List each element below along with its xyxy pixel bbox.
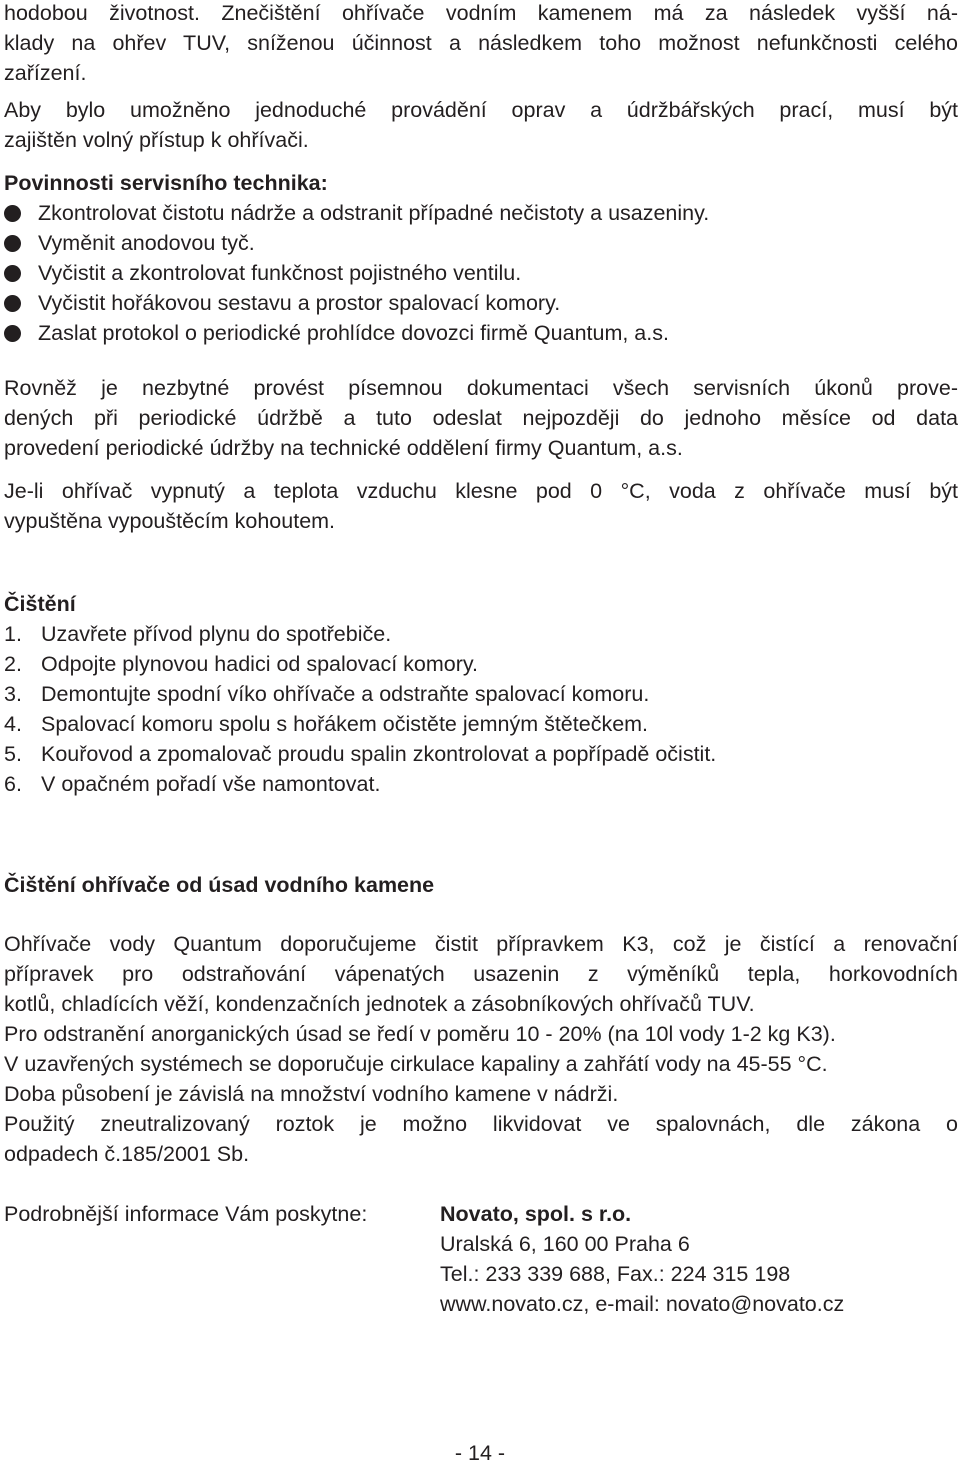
descaling-line-1: Ohřívače vody Quantum doporučujeme čistit přípravkem K3, což je čistící a renovační xyxy=(4,932,958,956)
duty-item xyxy=(4,318,958,348)
descaling-heading-block xyxy=(4,870,958,900)
contact-details xyxy=(440,1199,844,1319)
frost-paragraph xyxy=(4,476,958,536)
technician-duties xyxy=(4,168,958,348)
descaling-line-6: Doba působení je závislá na množství vodního kamene v nádrži. xyxy=(4,1082,619,1106)
descaling-line-5: V uzavřených systémech se doporučuje cirkulace kapaliny a zahřátí vody na 45-55 °C. xyxy=(4,1052,828,1076)
descaling-line-3: kotlů, chladících věží, kondenzačních jednotek a zásobníkových ohřívačů TUV. xyxy=(4,992,755,1016)
duty-text: Zkontrolovat čistotu nádrže a odstranit případné nečistoty a usazeniny. xyxy=(38,201,710,225)
documentation-paragraph xyxy=(4,373,958,463)
frost-line-2: vypuštěna vypouštěcím kohoutem. xyxy=(4,509,336,533)
step-text: Spalovací komoru spolu s hořákem očistěte jemným štětečkem. xyxy=(41,712,649,736)
company-phone: Tel.: 233 339 688, Fax.: 224 315 198 xyxy=(440,1262,791,1286)
frost-line-1: Je-li ohřívač vypnutý a teplota vzduchu klesne pod 0 °C, voda z ohřívače musí být xyxy=(4,479,958,503)
intro-line-2: klady na ohřev TUV, sníženou účinnost a následkem toho možnost nefunkčnosti celého xyxy=(4,31,958,55)
duty-item xyxy=(4,228,958,258)
company-web: www.novato.cz, e-mail: novato@novato.cz xyxy=(440,1292,845,1316)
company-name: Novato, spol. s r.o. xyxy=(440,1202,632,1226)
intro-line-1: hodobou životnost. Znečištění ohřívače vodním kamenem má za následek vyšší ná- xyxy=(4,1,958,25)
duty-item xyxy=(4,258,958,288)
duty-text: Vyčistit a zkontrolovat funkčnost pojistného ventilu. xyxy=(38,261,522,285)
access-line-2: zajištěn volný přístup k ohřívači. xyxy=(4,128,309,152)
cleaning-step xyxy=(4,619,958,649)
step-number: 4. xyxy=(4,712,22,736)
bullet-icon xyxy=(4,325,21,342)
access-paragraph xyxy=(4,95,958,155)
documentation-line-1: Rovněž je nezbytné provést písemnou dokumentaci všech servisních úkonů prove- xyxy=(4,376,958,400)
bullet-icon xyxy=(4,265,21,282)
access-line-1: Aby bylo umožněno jednoduché provádění oprav a údržbářských prací, musí být xyxy=(4,98,958,122)
duty-text: Vyčistit hořákovou sestavu a prostor spalovací komory. xyxy=(38,291,561,315)
duty-text: Vyměnit anodovou tyč. xyxy=(38,231,255,255)
intro-line-3: zařízení. xyxy=(4,61,87,85)
descaling-heading: Čištění ohřívače od úsad vodního kamene xyxy=(4,873,435,897)
cleaning-heading: Čištění xyxy=(4,592,76,616)
bullet-icon xyxy=(4,235,21,252)
descaling-line-2: přípravek pro odstraňování vápenatých usazenin z výměníků tepla, horkovodních xyxy=(4,962,958,986)
intro-paragraph xyxy=(4,0,958,88)
contact-label: Podrobnější informace Vám poskytne: xyxy=(4,1202,368,1226)
cleaning-step xyxy=(4,739,958,769)
bullet-icon xyxy=(4,295,21,312)
step-text: Uzavřete přívod plynu do spotřebiče. xyxy=(41,622,392,646)
step-number: 3. xyxy=(4,682,22,706)
documentation-line-3: provedení periodické údržby na technické oddělení firmy Quantum, a.s. xyxy=(4,436,683,460)
step-number: 5. xyxy=(4,742,22,766)
descaling-paragraph xyxy=(4,929,958,1169)
cleaning-step xyxy=(4,709,958,739)
page-number: - 14 - xyxy=(454,1441,506,1465)
descaling-line-7: Použitý zneutralizovaný roztok je možno likvidovat ve spalovnách, dle zákona o xyxy=(4,1112,958,1136)
step-number: 2. xyxy=(4,652,22,676)
step-number: 6. xyxy=(4,772,22,796)
bullet-icon xyxy=(4,205,21,222)
cleaning-step xyxy=(4,649,958,679)
step-text: Demontujte spodní víko ohřívače a odstraňte spalovací komoru. xyxy=(41,682,650,706)
company-address: Uralská 6, 160 00 Praha 6 xyxy=(440,1232,690,1256)
step-text: Odpojte plynovou hadici od spalovací komory. xyxy=(41,652,479,676)
duty-item xyxy=(4,288,958,318)
step-text: V opačném pořadí vše namontovat. xyxy=(41,772,381,796)
descaling-line-4: Pro odstranění anorganických úsad se ředí v poměru 10 - 20% (na 10l vody 1-2 kg K3). xyxy=(4,1022,836,1046)
cleaning-step xyxy=(4,769,958,799)
documentation-line-2: dených při periodické údržbě a tuto odeslat nejpozději do jednoho měsíce od data xyxy=(4,406,958,430)
descaling-line-8: odpadech č.185/2001 Sb. xyxy=(4,1142,250,1166)
contact-block xyxy=(4,1199,958,1319)
step-number: 1. xyxy=(4,622,22,646)
cleaning-step xyxy=(4,679,958,709)
duty-text: Zaslat protokol o periodické prohlídce dovozci firmě Quantum, a.s. xyxy=(38,321,669,345)
duties-heading: Povinnosti servisního technika: xyxy=(4,171,328,195)
step-text: Kouřovod a zpomalovač proudu spalin zkontrolovat a popřípadě očistit. xyxy=(41,742,717,766)
cleaning-section xyxy=(4,589,958,799)
duty-item xyxy=(4,198,958,228)
